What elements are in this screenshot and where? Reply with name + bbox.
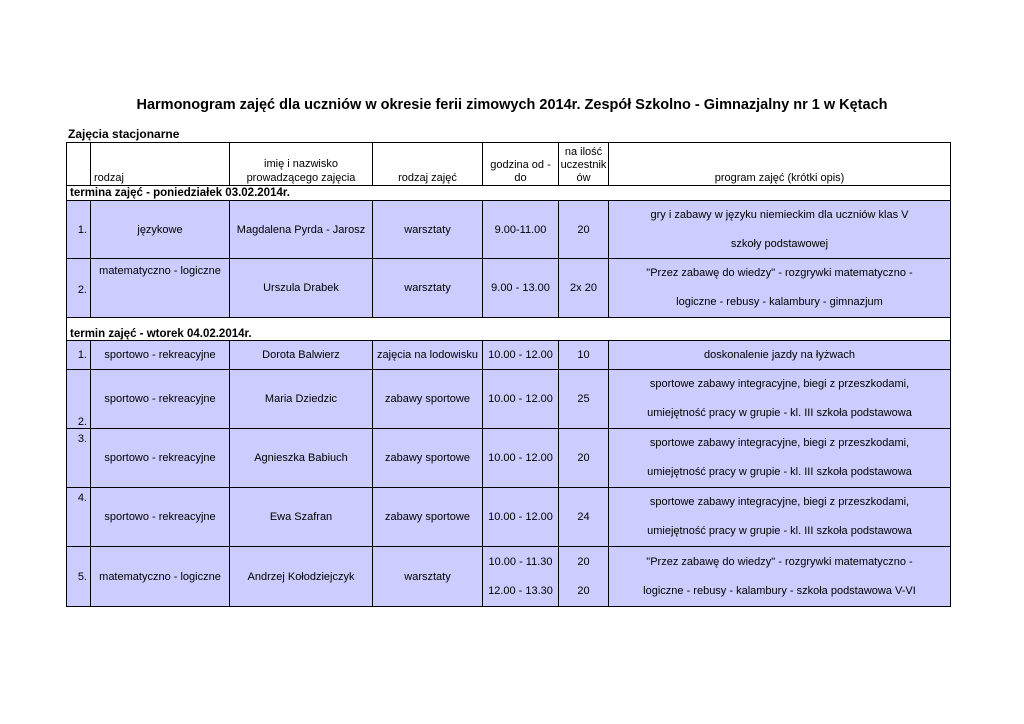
row-count: 20 xyxy=(559,429,609,488)
row-rodzaj: sportowo - rekreacyjne xyxy=(91,429,230,488)
row-type: zajęcia na lodowisku xyxy=(373,341,483,370)
row-hours: 9.00-11.00 xyxy=(483,201,559,259)
row-program: gry i zabawy w języku niemieckim dla uczniów klas V szkoły podstawowej xyxy=(609,201,951,259)
row-hours: 10.00 - 12.00 xyxy=(483,488,559,547)
row-hours: 9.00 - 13.00 xyxy=(483,259,559,318)
header-count: na ilość uczestnik ów xyxy=(559,143,609,186)
header-teacher: imię i nazwisko prowadzącego zajęcia xyxy=(230,143,373,186)
row-rodzaj: sportowo - rekreacyjne xyxy=(91,341,230,370)
row-type: warsztaty xyxy=(373,259,483,318)
header-hours: godzina od - do xyxy=(483,143,559,186)
row-count: 24 xyxy=(559,488,609,547)
table-row xyxy=(67,547,951,607)
row-rodzaj: matematyczno - logiczne xyxy=(91,259,230,318)
row-teacher: Maria Dziedzic xyxy=(230,370,373,429)
section-heading: termin zajęć - wtorek 04.02.2014r. xyxy=(67,318,951,341)
row-type: zabawy sportowe xyxy=(373,488,483,547)
row-count: 10 xyxy=(559,341,609,370)
row-hours: 10.00 - 12.00 xyxy=(483,429,559,488)
section-heading-row xyxy=(67,318,951,341)
row-hours: 10.00 - 12.00 xyxy=(483,370,559,429)
row-num: 2. xyxy=(67,370,91,429)
row-count: 20 xyxy=(559,201,609,259)
table-row xyxy=(67,259,951,318)
row-program: sportowe zabawy integracyjne, biegi z przeszkodami, umiejętność pracy w grupie - kl. III szkoła podstawowa xyxy=(609,370,951,429)
schedule-table xyxy=(66,142,951,607)
row-num: 1. xyxy=(67,341,91,370)
header-type: rodzaj zajęć xyxy=(373,143,483,186)
row-num: 4. xyxy=(67,488,91,547)
document-title: Harmonogram zajęć dla uczniów w okresie ferii zimowych 2014r. Zespół Szkolno - Gimnazjalny nr 1 w Kętach xyxy=(136,97,888,113)
row-teacher: Andrzej Kołodziejczyk xyxy=(230,547,373,607)
table-row xyxy=(67,370,951,429)
row-teacher: Magdalena Pyrda - Jarosz xyxy=(230,201,373,259)
row-rodzaj: sportowo - rekreacyjne xyxy=(91,488,230,547)
row-count: 2x 20 xyxy=(559,259,609,318)
row-type: zabawy sportowe xyxy=(373,370,483,429)
row-hours: 10.00 - 11.30 12.00 - 13.30 xyxy=(483,547,559,607)
row-program: sportowe zabawy integracyjne, biegi z przeszkodami, umiejętność pracy w grupie - kl. III szkoła podstawowa xyxy=(609,488,951,547)
row-teacher: Urszula Drabek xyxy=(230,259,373,318)
row-program: doskonalenie jazdy na łyżwach xyxy=(609,341,951,370)
row-teacher: Dorota Balwierz xyxy=(230,341,373,370)
section-heading-row xyxy=(67,186,951,201)
row-num: 2. xyxy=(67,259,91,318)
row-count: 20 20 xyxy=(559,547,609,607)
table-row xyxy=(67,488,951,547)
section-subtitle: Zajęcia stacjonarne xyxy=(68,127,180,141)
row-count: 25 xyxy=(559,370,609,429)
table-row xyxy=(67,201,951,259)
row-hours: 10.00 - 12.00 xyxy=(483,341,559,370)
row-program: "Przez zabawę do wiedzy" - rozgrywki matematyczno - logiczne - rebusy - kalambury - szkoła podstawowa V-VI xyxy=(609,547,951,607)
header-num xyxy=(67,143,91,186)
row-teacher: Ewa Szafran xyxy=(230,488,373,547)
section-heading: termina zajęć - poniedziałek 03.02.2014r. xyxy=(67,186,951,201)
header-program: program zajęć (krótki opis) xyxy=(609,143,951,186)
row-num: 1. xyxy=(67,201,91,259)
row-type: zabawy sportowe xyxy=(373,429,483,488)
row-rodzaj: matematyczno - logiczne xyxy=(91,547,230,607)
row-num: 5. xyxy=(67,547,91,607)
row-program: sportowe zabawy integracyjne, biegi z przeszkodami, umiejętność pracy w grupie - kl. III szkoła podstawowa xyxy=(609,429,951,488)
row-rodzaj: językowe xyxy=(91,201,230,259)
row-program: "Przez zabawę do wiedzy" - rozgrywki matematyczno - logiczne - rebusy - kalambury - gimnazjum xyxy=(609,259,951,318)
row-type: warsztaty xyxy=(373,547,483,607)
row-teacher: Agnieszka Babiuch xyxy=(230,429,373,488)
table-row xyxy=(67,429,951,488)
row-num: 3. xyxy=(67,429,91,488)
table-row xyxy=(67,341,951,370)
row-type: warsztaty xyxy=(373,201,483,259)
header-rodzaj: rodzaj xyxy=(91,143,230,186)
row-rodzaj: sportowo - rekreacyjne xyxy=(91,370,230,429)
table-header-row xyxy=(67,143,951,186)
